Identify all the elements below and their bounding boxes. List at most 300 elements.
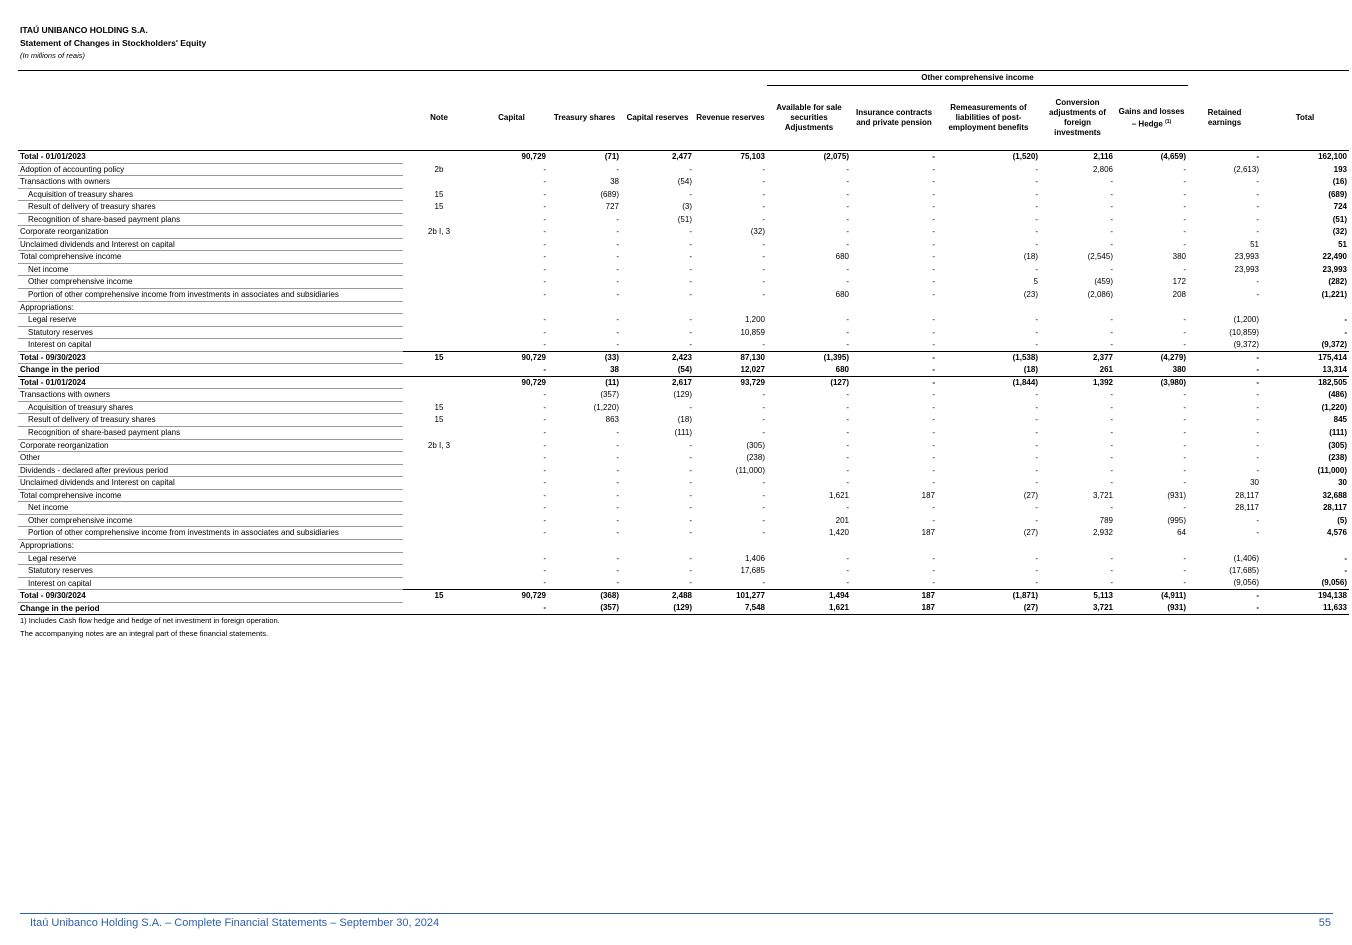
table-cell — [1115, 539, 1188, 552]
table-cell: - — [1188, 151, 1261, 164]
table-cell: - — [1110, 415, 1113, 425]
table-cell: 727 — [605, 202, 619, 212]
table-cell: - — [689, 227, 692, 237]
table-cell: - — [1035, 415, 1038, 425]
table-cell: 1,621 — [828, 490, 849, 500]
table-cell — [851, 301, 937, 314]
row-label: Change in the period — [18, 364, 403, 377]
row-total-cell: 30 — [1338, 478, 1347, 488]
table-cell: (2,075) — [767, 151, 851, 164]
row-label: Legal reserve — [18, 314, 403, 327]
table-cell: - — [689, 402, 692, 412]
table-cell: 2,617 — [621, 376, 694, 389]
table-cell: - — [616, 315, 619, 325]
row-label: Change in the period — [18, 602, 403, 615]
table-cell: - — [932, 515, 935, 525]
table-row — [18, 238, 1349, 251]
table-cell: - — [1110, 327, 1113, 337]
table-row — [18, 602, 1349, 615]
table-cell — [694, 539, 767, 552]
table-cell: - — [689, 327, 692, 337]
table-cell: - — [1035, 239, 1038, 249]
table-cell: - — [1035, 465, 1038, 475]
table-row — [18, 427, 1349, 440]
table-cell: - — [475, 602, 548, 615]
table-cell: (51) — [677, 214, 692, 224]
table-cell — [694, 301, 767, 314]
table-cell: (129) — [673, 390, 692, 400]
col-revenue-reserves: Revenue reserves — [696, 112, 765, 122]
table-cell: - — [616, 553, 619, 563]
table-cell: - — [1110, 402, 1113, 412]
table-cell: 90,729 — [475, 151, 548, 164]
table-cell: - — [543, 177, 546, 187]
table-row — [18, 401, 1349, 414]
table-cell: - — [1035, 390, 1038, 400]
row-note: 15 — [434, 415, 444, 425]
row-label: Unclaimed dividends and Interest on capital — [18, 238, 403, 251]
table-row — [18, 527, 1349, 540]
table-cell: - — [932, 277, 935, 287]
row-total-cell: 11,633 — [1261, 602, 1349, 615]
table-cell: - — [1110, 578, 1113, 588]
col-retained-earnings: Retained earnings — [1207, 107, 1242, 127]
statement-header — [20, 24, 206, 61]
table-cell — [767, 539, 851, 552]
table-cell: - — [1035, 315, 1038, 325]
table-cell: - — [1183, 478, 1186, 488]
table-cell: - — [1183, 177, 1186, 187]
table-cell: - — [1110, 503, 1113, 513]
table-cell: - — [543, 478, 546, 488]
table-row — [18, 201, 1349, 214]
table-cell: - — [1188, 364, 1261, 377]
col-label — [18, 86, 403, 151]
row-note — [403, 577, 475, 590]
table-cell: (1,520) — [937, 151, 1040, 164]
table-cell: (1,220) — [593, 402, 619, 412]
row-total-cell: (9,056) — [1321, 578, 1347, 588]
table-cell — [1040, 539, 1115, 552]
table-cell: 75,103 — [694, 151, 767, 164]
table-cell: - — [1256, 189, 1259, 199]
table-cell: 17,685 — [740, 566, 765, 576]
table-cell: - — [846, 503, 849, 513]
table-cell: - — [1256, 515, 1259, 525]
table-cell: 28,117 — [1235, 503, 1259, 513]
table-cell: - — [616, 566, 619, 576]
row-note — [403, 527, 475, 540]
col-capital-reserves: Capital reserves — [626, 112, 689, 122]
row-note — [403, 263, 475, 276]
table-cell: - — [1183, 578, 1186, 588]
table-cell: - — [543, 440, 546, 450]
table-cell: 2,932 — [1092, 528, 1113, 538]
row-note — [403, 376, 475, 389]
table-cell: - — [1110, 264, 1113, 274]
table-cell: (23) — [1023, 290, 1038, 300]
table-cell: - — [543, 227, 546, 237]
table-cell: (11) — [548, 376, 621, 389]
table-cell: - — [846, 164, 849, 174]
table-cell: 1,420 — [828, 528, 849, 538]
table-cell: - — [762, 290, 765, 300]
table-cell: - — [1183, 553, 1186, 563]
table-cell: - — [1183, 453, 1186, 463]
table-cell: - — [543, 490, 546, 500]
table-cell: (1,538) — [937, 351, 1040, 364]
table-cell: (32) — [750, 227, 765, 237]
table-cell: - — [616, 515, 619, 525]
table-cell: 3,721 — [1040, 602, 1115, 615]
table-cell: - — [1188, 351, 1261, 364]
table-cell: - — [932, 566, 935, 576]
row-label: Total - 01/01/2024 — [18, 376, 403, 389]
table-cell: - — [1110, 214, 1113, 224]
row-total-cell: 175,414 — [1261, 351, 1349, 364]
row-note — [403, 314, 475, 327]
header-spacer — [18, 71, 403, 86]
row-note: 15 — [434, 402, 444, 412]
table-cell: - — [689, 290, 692, 300]
row-note — [403, 452, 475, 465]
row-label: Total - 01/01/2023 — [18, 151, 403, 164]
table-cell: - — [616, 490, 619, 500]
table-cell: - — [1110, 177, 1113, 187]
table-cell: 87,130 — [694, 351, 767, 364]
table-cell: - — [1256, 440, 1259, 450]
table-cell: - — [846, 239, 849, 249]
row-total-cell: 724 — [1333, 202, 1347, 212]
table-cell: - — [762, 490, 765, 500]
table-cell: 1,406 — [744, 553, 765, 563]
table-cell: - — [1035, 428, 1038, 438]
table-cell: - — [762, 478, 765, 488]
table-cell: - — [1183, 428, 1186, 438]
row-label: Appropriations: — [18, 539, 403, 552]
row-note — [403, 289, 475, 302]
table-cell: - — [932, 214, 935, 224]
table-cell: - — [846, 277, 849, 287]
table-cell: - — [1035, 578, 1038, 588]
table-cell: - — [1183, 465, 1186, 475]
table-cell: - — [1256, 290, 1259, 300]
table-cell: 101,277 — [694, 590, 767, 603]
table-cell: - — [689, 566, 692, 576]
row-total-cell — [1261, 539, 1349, 552]
table-row — [18, 590, 1349, 603]
table-cell: - — [762, 578, 765, 588]
table-cell: - — [689, 515, 692, 525]
table-cell: - — [1256, 177, 1259, 187]
table-cell: 172 — [1172, 277, 1186, 287]
table-cell: - — [762, 239, 765, 249]
row-total-cell: (11,000) — [1317, 465, 1347, 475]
table-cell: 1,392 — [1040, 376, 1115, 389]
table-cell: - — [932, 578, 935, 588]
table-cell: - — [543, 528, 546, 538]
table-cell: - — [689, 553, 692, 563]
row-total-cell: 13,314 — [1261, 364, 1349, 377]
table-cell: 5,113 — [1040, 590, 1115, 603]
row-note — [403, 176, 475, 189]
table-cell: - — [1110, 239, 1113, 249]
table-cell: - — [1183, 402, 1186, 412]
table-cell: - — [689, 189, 692, 199]
table-cell: - — [846, 428, 849, 438]
footer-text: Itaú Unibanco Holding S.A. – Complete Financial Statements – September 30, 2024 — [30, 917, 440, 929]
table-row — [18, 489, 1349, 502]
col-remeasurements: Remeasurements of liabilities of post-employment benefits — [948, 103, 1029, 132]
table-cell: - — [846, 465, 849, 475]
table-row — [18, 565, 1349, 578]
table-cell: - — [1110, 428, 1113, 438]
table-cell: - — [1110, 339, 1113, 349]
row-total-cell: 32,688 — [1322, 490, 1347, 500]
table-row — [18, 339, 1349, 352]
table-cell: 12,027 — [694, 364, 767, 377]
table-row — [18, 577, 1349, 590]
table-cell: - — [1110, 553, 1113, 563]
table-cell: - — [1110, 440, 1113, 450]
table-cell: - — [932, 478, 935, 488]
table-cell: - — [846, 390, 849, 400]
row-label: Corporate reorganization — [18, 439, 403, 452]
row-label: Unclaimed dividends and Interest on capital — [18, 477, 403, 490]
table-row — [18, 213, 1349, 226]
table-cell: 261 — [1040, 364, 1115, 377]
table-cell: - — [1183, 264, 1186, 274]
table-cell: - — [475, 364, 548, 377]
table-cell: - — [689, 277, 692, 287]
table-cell: - — [1035, 214, 1038, 224]
table-cell: - — [932, 290, 935, 300]
table-cell: - — [762, 515, 765, 525]
table-cell: - — [543, 415, 546, 425]
table-cell: (10,859) — [1229, 327, 1259, 337]
table-cell: - — [932, 402, 935, 412]
table-cell: - — [543, 252, 546, 262]
row-note: 15 — [434, 189, 444, 199]
table-row — [18, 326, 1349, 339]
row-total-cell: 51 — [1338, 239, 1347, 249]
table-body — [18, 151, 1349, 615]
company-name: ITAÚ UNIBANCO HOLDING S.A. — [20, 25, 148, 35]
table-row — [18, 502, 1349, 515]
table-cell: - — [846, 202, 849, 212]
table-cell: - — [689, 252, 692, 262]
row-total-cell: 22,490 — [1322, 252, 1347, 262]
table-cell: - — [543, 277, 546, 287]
table-cell: 28,117 — [1235, 490, 1259, 500]
table-cell: - — [689, 490, 692, 500]
row-label: Recognition of share-based payment plans — [18, 427, 403, 440]
table-cell: 10,859 — [740, 327, 765, 337]
table-cell: - — [1256, 453, 1259, 463]
row-total-cell: - — [1344, 566, 1347, 576]
row-total-cell: 28,117 — [1322, 503, 1347, 513]
table-cell: - — [762, 177, 765, 187]
table-row — [18, 151, 1349, 164]
row-label: Portion of other comprehensive income from investments in associates and subsidiaries — [18, 289, 403, 302]
row-note — [403, 301, 475, 314]
row-label: Legal reserve — [18, 552, 403, 565]
row-note — [403, 552, 475, 565]
row-note — [403, 364, 475, 377]
row-note — [403, 477, 475, 490]
table-cell: - — [689, 440, 692, 450]
row-label: Total - 09/30/2023 — [18, 351, 403, 364]
col-gains-losses-hedge: Gains and losses – Hedge $^{(1)}$ — [1118, 106, 1185, 129]
row-label: Total - 09/30/2024 — [18, 590, 403, 603]
table-cell: - — [1183, 164, 1186, 174]
table-cell: - — [762, 164, 765, 174]
row-label: Net income — [18, 502, 403, 515]
table-cell: - — [1110, 478, 1113, 488]
equity-changes-table — [18, 70, 1349, 615]
col-treasury-shares: Treasury shares — [553, 112, 616, 122]
table-row — [18, 389, 1349, 402]
table-cell: - — [543, 453, 546, 463]
table-cell — [1040, 301, 1115, 314]
table-cell: - — [689, 453, 692, 463]
table-cell: - — [616, 227, 619, 237]
table-cell: (305) — [746, 440, 765, 450]
table-cell: (1,844) — [937, 376, 1040, 389]
footnote-1: 1) Includes Cash flow hedge and hedge of net investment in foreign operation. — [20, 616, 280, 625]
table-cell: (71) — [548, 151, 621, 164]
row-total-cell: (32) — [1332, 227, 1347, 237]
table-cell — [1188, 301, 1261, 314]
row-total-cell: - — [1344, 315, 1347, 325]
table-cell: - — [851, 364, 937, 377]
table-cell: - — [1183, 566, 1186, 576]
table-cell: 187 — [851, 590, 937, 603]
table-cell: (27) — [937, 602, 1040, 615]
row-total-cell: (16) — [1332, 177, 1347, 187]
table-cell: - — [616, 428, 619, 438]
table-cell: - — [846, 327, 849, 337]
table-cell: (111) — [674, 428, 692, 438]
table-cell: (995) — [1167, 515, 1186, 525]
table-cell: - — [616, 277, 619, 287]
table-cell: - — [1256, 528, 1259, 538]
table-cell: 5 — [1033, 277, 1038, 287]
table-cell: (129) — [621, 602, 694, 615]
row-note — [403, 389, 475, 402]
row-total-cell: (111) — [1329, 428, 1347, 438]
table-cell — [937, 539, 1040, 552]
table-cell: (1,871) — [937, 590, 1040, 603]
table-cell: - — [616, 214, 619, 224]
row-note — [403, 339, 475, 352]
table-cell: - — [689, 264, 692, 274]
table-cell: - — [932, 465, 935, 475]
table-cell: (931) — [1167, 490, 1186, 500]
row-label: Result of delivery of treasury shares — [18, 201, 403, 214]
table-cell: - — [616, 453, 619, 463]
table-cell: - — [846, 440, 849, 450]
table-row — [18, 276, 1349, 289]
table-row — [18, 414, 1349, 427]
table-cell: - — [616, 478, 619, 488]
table-cell: (18) — [1023, 252, 1038, 262]
table-cell: - — [1110, 189, 1113, 199]
table-cell: - — [1183, 327, 1186, 337]
table-cell: - — [846, 566, 849, 576]
table-cell: 23,993 — [1234, 264, 1259, 274]
table-cell: - — [851, 351, 937, 364]
table-cell: - — [1183, 415, 1186, 425]
table-cell: (931) — [1115, 602, 1188, 615]
row-total-cell: 182,505 — [1261, 376, 1349, 389]
table-cell: (2,545) — [1087, 252, 1113, 262]
table-cell: - — [616, 164, 619, 174]
table-cell: - — [1183, 189, 1186, 199]
row-total-cell — [1261, 301, 1349, 314]
table-cell: - — [932, 315, 935, 325]
table-cell: - — [932, 164, 935, 174]
table-cell: - — [1035, 453, 1038, 463]
table-cell: - — [1256, 465, 1259, 475]
col-capital: Capital — [498, 112, 525, 122]
table-cell: - — [1110, 390, 1113, 400]
footnote-2: The accompanying notes are an integral part of these financial statements. — [20, 629, 269, 638]
row-label: Other comprehensive income — [18, 276, 403, 289]
table-cell: - — [1256, 227, 1259, 237]
row-total-cell: 193 — [1333, 164, 1347, 174]
table-cell: - — [1035, 189, 1038, 199]
table-cell: - — [616, 578, 619, 588]
table-row — [18, 163, 1349, 176]
table-cell: - — [689, 164, 692, 174]
table-cell: - — [1035, 402, 1038, 412]
table-cell: 93,729 — [694, 376, 767, 389]
table-cell: - — [616, 327, 619, 337]
table-cell: - — [762, 415, 765, 425]
other-comprehensive-income-group: Other comprehensive income — [767, 71, 1188, 86]
row-note — [403, 602, 475, 615]
table-cell: - — [1188, 590, 1261, 603]
table-cell: - — [1035, 515, 1038, 525]
row-label: Dividends - declared after previous period — [18, 464, 403, 477]
table-cell: (18) — [677, 415, 692, 425]
row-note — [403, 502, 475, 515]
table-cell: - — [1035, 440, 1038, 450]
table-cell: (27) — [1023, 528, 1038, 538]
table-cell: - — [1035, 566, 1038, 576]
row-label: Statutory reserves — [18, 565, 403, 578]
table-cell — [621, 301, 694, 314]
table-cell: (2,613) — [1233, 164, 1259, 174]
table-cell — [937, 301, 1040, 314]
table-cell: (357) — [600, 390, 619, 400]
table-cell: 1,621 — [767, 602, 851, 615]
table-cell: - — [1110, 465, 1113, 475]
table-cell: 680 — [767, 364, 851, 377]
footnotes — [20, 614, 280, 640]
row-label: Acquisition of treasury shares — [18, 401, 403, 414]
table-cell: (11,000) — [735, 465, 765, 475]
table-cell: - — [932, 264, 935, 274]
table-cell: - — [1035, 503, 1038, 513]
table-cell: 23,993 — [1234, 252, 1259, 262]
table-cell: - — [932, 202, 935, 212]
row-label: Statutory reserves — [18, 326, 403, 339]
row-label: Acquisition of treasury shares — [18, 188, 403, 201]
table-cell: (689) — [600, 189, 619, 199]
table-row — [18, 364, 1349, 377]
